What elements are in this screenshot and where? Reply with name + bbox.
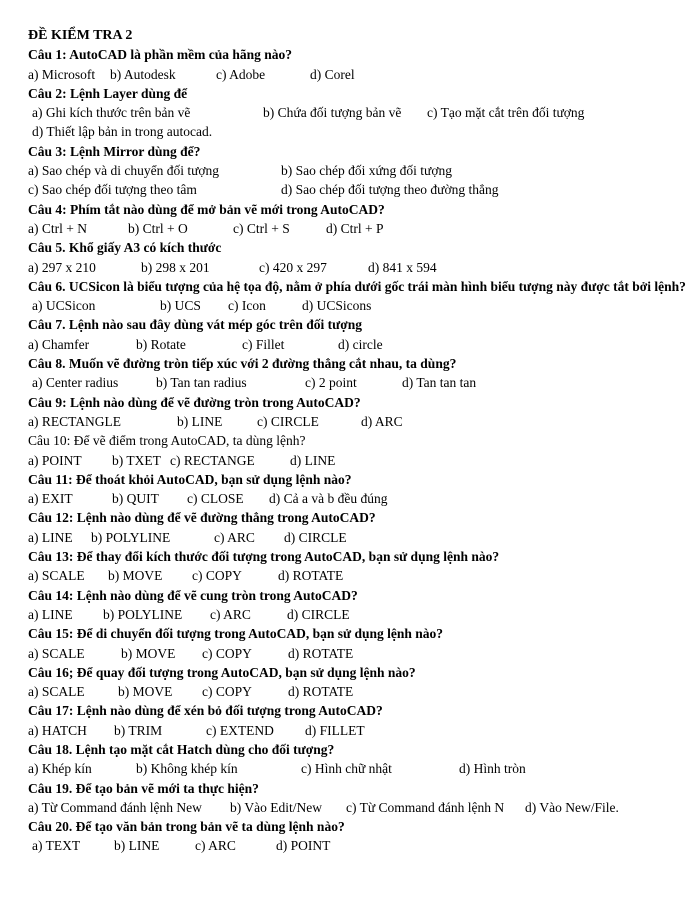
options-15 xyxy=(28,644,688,663)
option-20c: c) ARC xyxy=(195,838,236,854)
option-19a: a) Từ Command đánh lệnh New xyxy=(28,799,202,815)
option-16a: a) SCALE xyxy=(28,684,85,700)
question-4: Câu 4: Phím tắt nào dùng để mở bản vẽ mới trong AutoCAD? xyxy=(28,201,385,217)
option-9b: b) LINE xyxy=(177,413,223,429)
option-3c: c) Sao chép đối tượng theo tâm xyxy=(28,182,197,198)
question-2: Câu 2: Lệnh Layer dùng để xyxy=(28,85,188,101)
option-11c: c) CLOSE xyxy=(187,491,244,507)
option-20a: a) TEXT xyxy=(32,838,81,854)
option-18b: b) Không khép kín xyxy=(136,761,238,777)
option-17b: b) TRIM xyxy=(114,722,163,738)
option-11b: b) QUIT xyxy=(112,491,159,507)
options-6 xyxy=(28,296,688,315)
option-6c: c) Icon xyxy=(228,298,266,314)
option-17a: a) HATCH xyxy=(28,722,87,738)
options-18 xyxy=(28,759,688,778)
question-14: Câu 14: Lệnh nào dùng để vẽ cung tròn trong AutoCAD? xyxy=(28,587,358,603)
option-8a: a) Center radius xyxy=(32,375,119,391)
option-18a: a) Khép kín xyxy=(28,761,92,777)
options-4 xyxy=(28,219,688,238)
option-16c: c) COPY xyxy=(202,684,252,700)
question-17: Câu 17: Lệnh nào dùng để xén bỏ đối tượng trong AutoCAD? xyxy=(28,703,383,719)
option-10c: c) RECTANGE xyxy=(170,452,255,468)
options-8 xyxy=(28,373,688,392)
options-2 xyxy=(28,103,688,122)
question-1: Câu 1: AutoCAD là phần mềm của hãng nào? xyxy=(28,47,293,63)
option-6d: d) UCSicons xyxy=(302,298,372,314)
option-13b: b) MOVE xyxy=(108,568,163,584)
option-5d: d) 841 x 594 xyxy=(368,259,437,275)
option-1c: c) Adobe xyxy=(216,66,266,82)
question-15: Câu 15: Để di chuyển đối tượng trong AutoCAD, bạn sử dụng lệnh nào? xyxy=(28,626,444,642)
question-10: Câu 10: Để vẽ điểm trong AutoCAD, ta dùng lệnh? xyxy=(28,433,306,449)
option-9c: c) CIRCLE xyxy=(257,413,319,429)
option-10d: d) LINE xyxy=(290,452,336,468)
option-7c: c) Fillet xyxy=(242,336,285,352)
option-14a: a) LINE xyxy=(28,606,73,622)
option-2a: a) Ghi kích thước trên bản vẽ xyxy=(32,105,191,121)
option-9d: d) ARC xyxy=(361,413,403,429)
option-8d: d) Tan tan tan xyxy=(402,375,477,391)
option-2d: d) Thiết lập bản in trong autocad. xyxy=(32,124,213,140)
option-11a: a) EXIT xyxy=(28,491,73,507)
option-14b: b) POLYLINE xyxy=(103,606,183,622)
option-2c: c) Tạo mặt cắt trên đối tượng xyxy=(427,105,585,121)
option-8c: c) 2 point xyxy=(305,375,357,391)
options-14 xyxy=(28,605,688,624)
option-10b: b) TXET xyxy=(112,452,161,468)
option-4c: c) Ctrl + S xyxy=(233,220,290,236)
question-7: Câu 7. Lệnh nào sau đây dùng vát mép góc trên đối tượng xyxy=(28,317,363,333)
question-13: Câu 13: Để thay đổi kích thước đối tượng trong AutoCAD, bạn sử dụng lệnh nào? xyxy=(28,549,500,565)
option-13d: d) ROTATE xyxy=(278,568,344,584)
option-1d: d) Corel xyxy=(310,66,355,82)
option-1a: a) Microsoft xyxy=(28,66,96,82)
options-7 xyxy=(28,335,688,354)
option-17d: d) FILLET xyxy=(305,722,365,738)
option-20d: d) POINT xyxy=(276,838,331,854)
question-11: Câu 11: Để thoát khỏi AutoCAD, bạn sử dụng lệnh nào? xyxy=(28,471,352,487)
option-6b: b) UCS xyxy=(160,298,201,314)
option-4a: a) Ctrl + N xyxy=(28,220,87,236)
option-8b: b) Tan tan radius xyxy=(156,375,247,391)
option-12b: b) POLYLINE xyxy=(91,529,171,545)
options-3-cont xyxy=(28,180,688,199)
option-7b: b) Rotate xyxy=(136,336,186,352)
option-9a: a) RECTANGLE xyxy=(28,413,122,429)
option-12c: c) ARC xyxy=(214,529,255,545)
options-9 xyxy=(28,412,688,431)
option-3d: d) Sao chép đối tượng theo đường thẳng xyxy=(281,182,499,198)
options-2-cont xyxy=(28,122,688,141)
option-19c: c) Từ Command đánh lệnh N xyxy=(346,799,505,815)
option-15b: b) MOVE xyxy=(121,645,176,661)
option-7a: a) Chamfer xyxy=(28,336,90,352)
options-19 xyxy=(28,798,688,817)
options-11 xyxy=(28,489,688,508)
option-18c: c) Hình chữ nhật xyxy=(301,761,392,777)
question-16: Câu 16; Để quay đối tượng trong AutoCAD, bạn sử dụng lệnh nào? xyxy=(28,664,416,680)
option-12a: a) LINE xyxy=(28,529,73,545)
option-17c: c) EXTEND xyxy=(206,722,274,738)
option-4d: d) Ctrl + P xyxy=(326,220,384,236)
option-3b: b) Sao chép đối xứng đối tượng xyxy=(281,163,453,179)
option-2b: b) Chứa đối tượng bản vẽ xyxy=(263,105,402,121)
options-10 xyxy=(28,451,688,470)
option-10a: a) POINT xyxy=(28,452,82,468)
options-17 xyxy=(28,721,688,740)
option-19d: d) Vào New/File. xyxy=(525,799,619,815)
options-13 xyxy=(28,566,688,585)
options-1 xyxy=(28,65,688,84)
option-16b: b) MOVE xyxy=(118,684,173,700)
options-3 xyxy=(28,161,688,180)
question-18: Câu 18. Lệnh tạo mặt cắt Hatch dùng cho đối tượng? xyxy=(28,741,335,757)
option-5a: a) 297 x 210 xyxy=(28,259,96,275)
option-5b: b) 298 x 201 xyxy=(141,259,210,275)
option-19b: b) Vào Edit/New xyxy=(230,799,322,815)
option-7d: d) circle xyxy=(338,336,383,352)
option-11d: d) Cả a và b đều đúng xyxy=(269,491,388,507)
option-15c: c) COPY xyxy=(202,645,252,661)
option-6a: a) UCSicon xyxy=(32,298,96,314)
option-15a: a) SCALE xyxy=(28,645,85,661)
option-13a: a) SCALE xyxy=(28,568,85,584)
exam-title: ĐỀ KIỂM TRA 2 xyxy=(28,28,133,43)
question-12: Câu 12: Lệnh nào dùng để vẽ đường thẳng trong AutoCAD? xyxy=(28,510,376,526)
option-14c: c) ARC xyxy=(210,606,251,622)
option-4b: b) Ctrl + O xyxy=(128,220,188,236)
question-9: Câu 9: Lệnh nào dùng để vẽ đường tròn trong AutoCAD? xyxy=(28,394,361,410)
option-20b: b) LINE xyxy=(114,838,160,854)
option-5c: c) 420 x 297 xyxy=(259,259,327,275)
question-5: Câu 5. Khổ giấy A3 có kích thước xyxy=(28,240,222,256)
option-12d: d) CIRCLE xyxy=(284,529,347,545)
options-16 xyxy=(28,682,688,701)
options-12 xyxy=(28,528,688,547)
option-3a: a) Sao chép và di chuyển đối tượng xyxy=(28,163,220,179)
option-13c: c) COPY xyxy=(192,568,242,584)
question-8: Câu 8. Muốn vẽ đường tròn tiếp xúc với 2 đường thẳng cắt nhau, ta dùng? xyxy=(28,356,457,372)
exam-page xyxy=(28,26,688,856)
question-20: Câu 20. Để tạo văn bản trong bản vẽ ta dùng lệnh nào? xyxy=(28,819,345,835)
options-5 xyxy=(28,258,688,277)
question-3: Câu 3: Lệnh Mirror dùng để? xyxy=(28,143,201,159)
options-20 xyxy=(28,836,688,855)
question-19: Câu 19. Để tạo bản vẽ mới ta thực hiện? xyxy=(28,780,259,796)
option-18d: d) Hình tròn xyxy=(459,761,526,777)
question-6: Câu 6. UCSicon là biểu tượng của hệ tọa độ, nằm ở phía dưới gốc trái màn hình biểu tượng này được tắt bởi lệnh? xyxy=(28,278,686,294)
option-16d: d) ROTATE xyxy=(288,684,354,700)
option-14d: d) CIRCLE xyxy=(287,606,350,622)
option-15d: d) ROTATE xyxy=(288,645,354,661)
option-1b: b) Autodesk xyxy=(110,66,176,82)
